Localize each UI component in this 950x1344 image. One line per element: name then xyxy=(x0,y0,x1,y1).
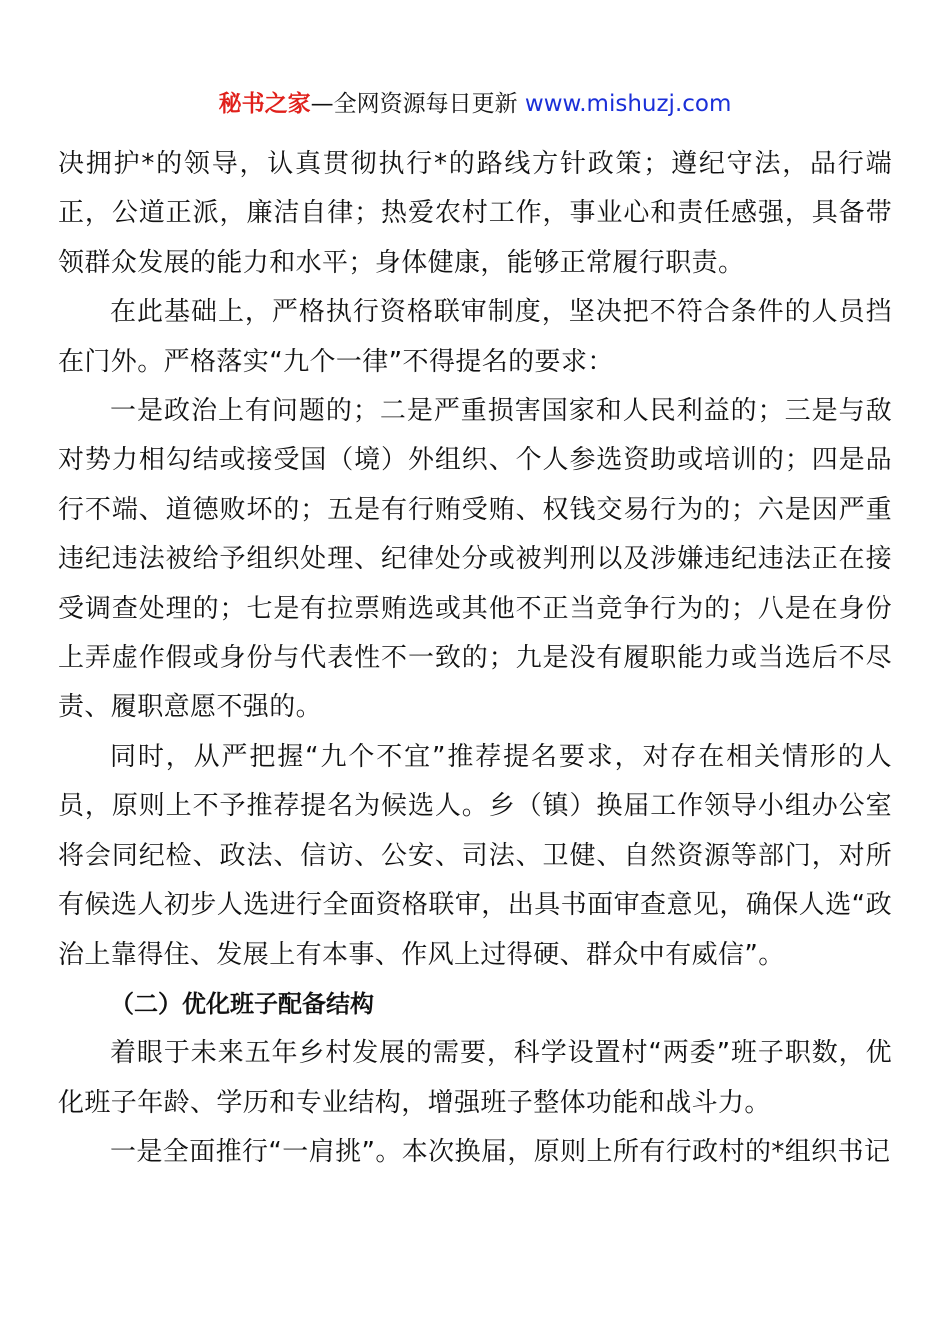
site-url-link[interactable]: www.mishuzj.com xyxy=(524,91,732,117)
site-brand: 秘书之家 xyxy=(218,91,311,117)
page-header xyxy=(0,86,950,122)
site-tagline: —全网资源每日更新 xyxy=(310,91,518,117)
paragraph-joint-review: 在此基础上，严格执行资格联审制度，坚决把不符合条件的人员挡在门外。严格落实“九个一律”不得提名的要求： xyxy=(58,297,892,377)
paragraph-team-structure: 着眼于未来五年乡村发展的需要，科学设置村“两委”班子职数，优化班子年龄、学历和专业结构，增强班子整体功能和战斗力。 xyxy=(58,1038,892,1118)
paragraph-nine-unsuitable: 同时，从严把握“九个不宜”推荐提名要求，对存在相关情形的人员，原则上不予推荐提名为候选人。乡（镇）换届工作领导小组办公室将会同纪检、政法、信访、公安、司法、卫健、自然资源等部门，对所有候选人初步人选进行全面资格联审，出具书面审查意见，确保人选“政治上靠得住、发展上有本事、作风上过得硬、群众中有威信”。 xyxy=(58,741,892,970)
paragraph-one-shoulder: 一是全面推行“一肩挑”。本次换届，原则上所有行政村的*组织书记 xyxy=(110,1137,891,1168)
paragraph-nine-prohibitions: 一是政治上有问题的；二是严重损害国家和人民利益的；三是与敌对势力相勾结或接受国（境）外组织、个人参选资助或培训的；四是品行不端、道德败坏的；五是有行贿受贿、权钱交易行为的；六是因严重违纪违法被给予组织处理、纪律处分或被判刑以及涉嫌违纪违法正在接受调查处理的；七是有拉票贿选或其他不正当竞争行为的；八是在身份上弄虚作假或身份与代表性不一致的；九是没有履职能力或当选后不尽责、履职意愿不强的。 xyxy=(58,396,892,723)
paragraph-qualifications: 决拥护*的领导，认真贯彻执行*的路线方针政策；遵纪守法，品行端正，公道正派，廉洁自律；热爱农村工作，事业心和责任感强，具备带领群众发展的能力和水平；身体健康，能够正常履行职责。 xyxy=(58,149,892,278)
section-heading: （二）优化班子配备结构 xyxy=(110,989,374,1018)
document-body xyxy=(58,140,892,1178)
